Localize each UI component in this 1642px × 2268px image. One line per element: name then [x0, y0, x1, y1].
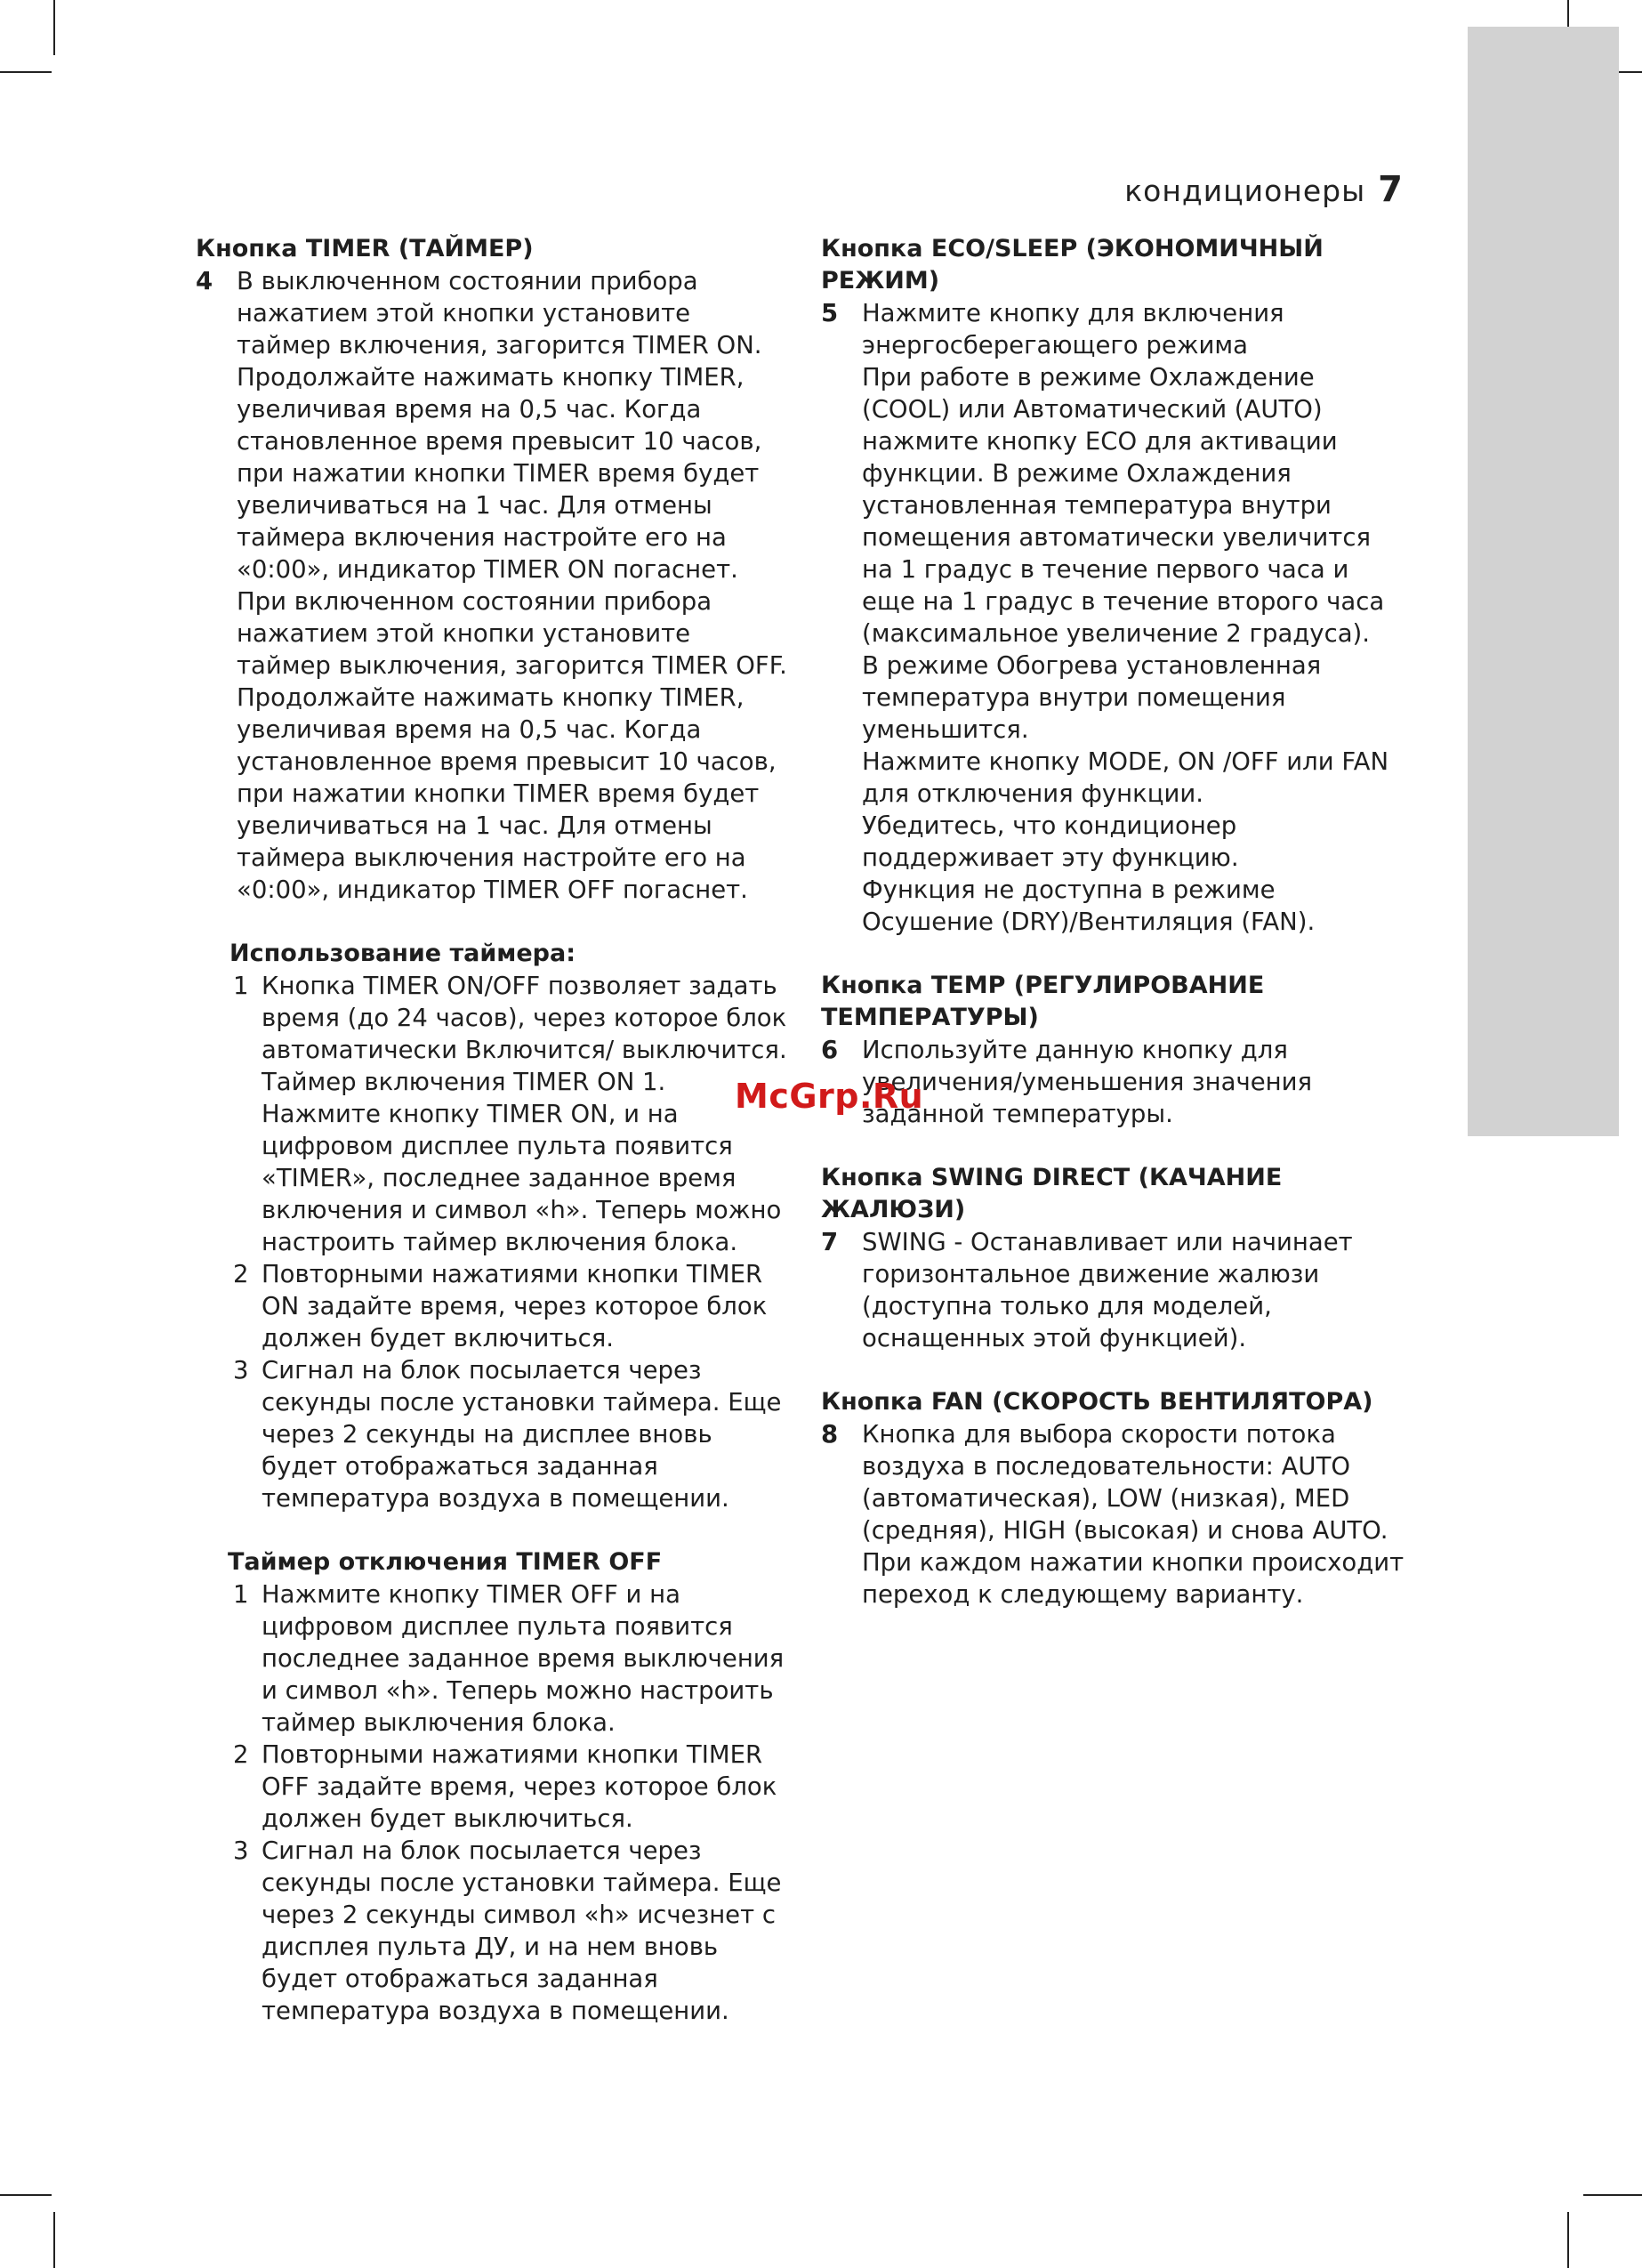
- right-column: [821, 233, 1408, 1610]
- item-text: Сигнал на блок посылается через секунды после установки таймера. Еще через 2 секунды символ «h» исчезнет с дисплея пульта ДУ, и на нем вновь будет отображаться заданная температура воздуха в помещении.: [262, 1836, 782, 2025]
- fan-heading: Кнопка FAN (СКОРОСТЬ ВЕНТИЛЯТОРА): [821, 1388, 1373, 1416]
- crop-mark: [1567, 2212, 1569, 2268]
- eco-text-4: Нажмите кнопку MODE, ON /OFF или FAN для отключения функции.: [862, 747, 1389, 808]
- watermark-logo: McGrp.Ru: [735, 1077, 924, 1116]
- swing-item: [821, 1226, 1408, 1354]
- eco-text-2: При работе в режиме Охлаждение (COOL) или Автоматический (AUTO) нажмите кнопку ECO для активации функции. В режиме Охлаждения установленная температура внутри помещения автоматически увеличится на 1 градус в течение первого часа и еще на 1 градус в течение второго часа (максимальное увеличение 2 градуса).: [862, 363, 1385, 648]
- timer-text: В выключенном состоянии прибора нажатием этой кнопки установите таймер включения, загорится TIMER ON. Продолжайте нажимать кнопку TIMER, увеличивая время на 0,5 час. Когда становленное время превысит 10 часов, при нажатии кнопки TIMER время будет увеличиваться на 1 час. Для отмены таймера включения настройте его на «0:00», индикатор TIMER ON погаснет. При включенном состоянии прибора нажатием этой кнопки установите таймер выключения, загорится TIMER OFF. Продолжайте нажимать кнопку TIMER, увеличивая время на 0,5 час. Когда установленное время превысит 10 часов, при нажатии кнопки TIMER время будет увеличиваться на 1 час. Для отмены таймера выключения настройте его на «0:00», индикатор TIMER OFF погаснет.: [237, 267, 787, 904]
- eco-item: [821, 297, 1408, 938]
- section-title: кондиционеры: [1124, 174, 1366, 208]
- list-item: [233, 1258, 792, 1354]
- item-number: 3: [233, 1356, 249, 1384]
- fan-text: Кнопка для выбора скорости потока воздуха в последовательности: AUTO (автоматическая), LOW (низкая), MED (средняя), HIGH (высокая) и снова AUTO. При каждом нажатии кнопки происходит переход к следующему варианту.: [862, 1420, 1405, 1609]
- item-number: 1: [233, 1580, 249, 1609]
- item-number: 1: [233, 972, 249, 1000]
- eco-text-6: Функция не доступна в режиме Осушение (DRY)/Вентиляция (FAN).: [862, 876, 1316, 936]
- timer-heading: Кнопка TIMER (ТАЙМЕР): [196, 235, 534, 262]
- crop-mark: [0, 2194, 52, 2196]
- crop-mark: [53, 0, 55, 55]
- crop-mark: [1583, 2194, 1642, 2196]
- item-number: 5: [821, 299, 839, 327]
- page-number: 7: [1378, 169, 1404, 210]
- eco-text-1: Нажмите кнопку для включения энергосберегающего режима: [862, 299, 1284, 359]
- item-text: Кнопка TIMER ON/OFF позволяет задать время (до 24 часов), через которое блок автоматически Включится/ выключится. Таймер включения TIMER ON 1. Нажмите кнопку TIMER ON, и на цифровом дисплее пульта появится «TIMER», последнее заданное время включения и символ «h». Теперь можно настроить таймер включения блока.: [262, 972, 787, 1256]
- item-text: Повторными нажатиями кнопки TIMER OFF задайте время, через которое блок должен будет выключиться.: [262, 1740, 777, 1833]
- item-text: Нажмите кнопку TIMER OFF и на цифровом дисплее пульта появится последнее заданное время выключения и символ «h». Теперь можно настроить таймер выключения блока.: [262, 1580, 785, 1737]
- list-item: [233, 970, 792, 1258]
- crop-mark: [0, 71, 52, 73]
- eco-text-5: Убедитесь, что кондиционер поддерживает эту функцию.: [862, 811, 1239, 872]
- timer-item: [196, 265, 792, 906]
- swing-text: SWING - Останавливает или начинает горизонтальное движение жалюзи (доступна только для моделей, оснащенных этой функцией).: [862, 1228, 1353, 1352]
- item-number: 2: [233, 1260, 249, 1288]
- list-item: [233, 1578, 792, 1739]
- crop-mark: [53, 2212, 55, 2268]
- item-number: 8: [821, 1420, 839, 1449]
- item-text: Сигнал на блок посылается через секунды после установки таймера. Еще через 2 секунды на дисплее вновь будет отображаться заданная температура воздуха в помещении.: [262, 1356, 782, 1513]
- list-item: [233, 1739, 792, 1835]
- item-number: 2: [233, 1740, 249, 1769]
- usage-heading: Использование таймера:: [229, 940, 576, 967]
- eco-text-3: В режиме Обогрева установленная температура внутри помещения уменьшится.: [862, 651, 1322, 744]
- left-column: [196, 233, 792, 2027]
- usage-list: [233, 970, 792, 1514]
- item-number: 7: [821, 1228, 839, 1256]
- item-text: Повторными нажатиями кнопки TIMER ON задайте время, через которое блок должен будет включиться.: [262, 1260, 768, 1352]
- item-number: 3: [233, 1836, 249, 1865]
- temp-heading: Кнопка TEMP (РЕГУЛИРОВАНИЕ ТЕМПЕРАТУРЫ): [821, 972, 1265, 1031]
- section-side-tab: [1468, 27, 1619, 1136]
- running-header: [1124, 169, 1404, 210]
- timer-off-list: [233, 1578, 792, 2027]
- eco-heading: Кнопка ECO/SLEEP (ЭКОНОМИЧНЫЙ РЕЖИМ): [821, 235, 1324, 295]
- fan-item: [821, 1418, 1408, 1610]
- list-item: [233, 1835, 792, 2027]
- swing-heading: Кнопка SWING DIRECT (КАЧАНИЕ ЖАЛЮЗИ): [821, 1164, 1283, 1223]
- temp-text: Используйте данную кнопку для увеличения/уменьшения значения заданной температуры.: [862, 1036, 1313, 1128]
- timer-off-heading: Таймер отключения TIMER OFF: [228, 1548, 663, 1576]
- list-item: [233, 1354, 792, 1514]
- item-number: 4: [196, 267, 213, 295]
- item-number: 6: [821, 1036, 839, 1064]
